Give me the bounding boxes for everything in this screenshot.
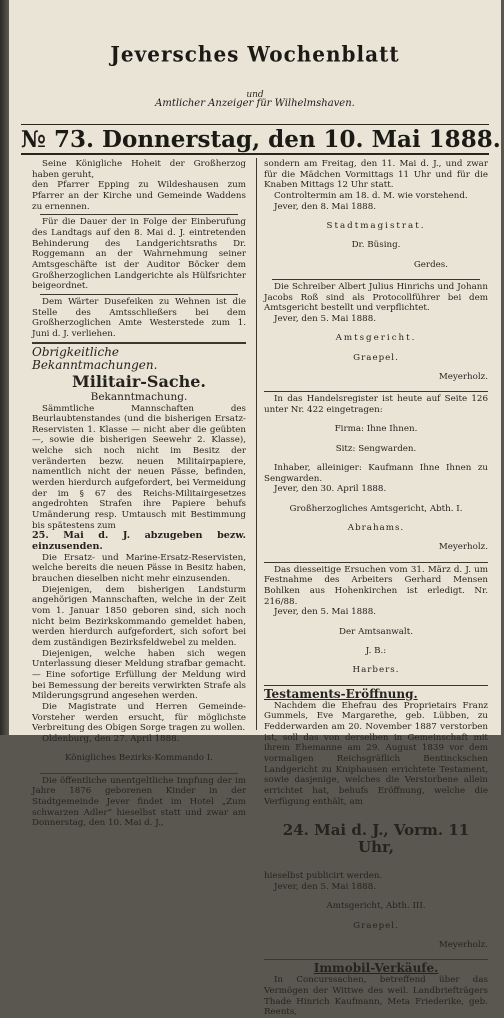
will-publication: hieselbst publicirt werden. [264, 871, 383, 882]
appointment-name: Graepel. [353, 352, 399, 363]
military-place-date: Oldenburg, den 27. April 1888. [42, 733, 180, 744]
separator [264, 562, 488, 563]
will-notice: Nachdem die Ehefrau des Proprietairs Franz Gummels, Eve Margarethe, geb. Lübben, zu Fedderwarden am 20. November 1887 verstorben ist, soll das von derselben in Gemeinschaft mit ihrem Ehemanne am 29. August 1839 vor dem vormaligen Reichsgräflich Bentinckschen Landgericht zu Kniphausen errichtete Testament, sowie dasjenige, welches die Verstorbene allein errichtet hat, behufs Eröffnung, welche die Verfügung enthält, am [264, 700, 488, 807]
military-paragraph-3: Diejenigen, dem bisherigen Landsturm angehörigen Mannschaften, welche in der Zeit vom 1. Januar 1850 geboren sind, sich noch nicht beim Bezirkskommando gemeldet haben, werden hierdurch aufgefordert, sich sofort bei dem zuständigen Bezirksfeldwebel zu melden. [32, 584, 246, 648]
issue-date: den 10. Mai 1888. [268, 126, 501, 153]
rule-top [21, 124, 489, 125]
appointment-place: Jever, den 5. Mai 1888. [274, 313, 376, 324]
vaccination-place: Jever, den 8. Mai 1888. [274, 201, 376, 212]
masthead-title: Jeversches Wochenblatt [110, 41, 400, 67]
issue-line [21, 126, 501, 153]
royal-notice-line2: den Pfarrer Epping zu Wildeshausen zum Pfarrer an der Kirche und Gemeinde Waddens zu ernennen. [32, 180, 246, 212]
separator [264, 391, 488, 392]
register-firm: Firma: Ihne Ihnen. [334, 424, 418, 435]
deputy-notice: Für die Dauer der in Folge der Einberufung des Landtags auf den 8. Mai d. J. eintretenden Behinderung des Landgerichtsraths Dr. Roggemann an der Wahrnehmung seiner Amtsgeschäfte ist der Auditor Böcker dem Großherzoglichen Landgerichte als Hülfsrichter beigeordnet. [32, 217, 246, 292]
will-office: Amtsgericht, Abth. III. [326, 901, 426, 912]
arrest-office: Der Amtsanwalt. [339, 626, 413, 637]
military-paragraph-2: Die Ersatz- und Marine-Ersatz-Reservisten, welche bereits die neuen Pässe in Besitz haben, brauchen dieselben nicht mehr einzusenden. [32, 552, 246, 584]
will-name: Graepel. [353, 920, 399, 931]
newspaper-sheet [9, 0, 501, 1018]
appointment-sign: Meyerholz. [438, 372, 488, 382]
separator [272, 279, 480, 280]
left-column [32, 159, 246, 829]
separator [32, 342, 246, 344]
arrest-place: Jever, den 5. Mai 1888. [274, 607, 376, 618]
warden-notice: Dem Wärter Dusefeiken zu Wehnen ist die Stelle des Amtsschließers bei dem Großherzoglichen Amte Westerstede zum 1. Juni d. J. verliehen. [32, 296, 246, 339]
register-seat: Sitz: Sengwarden. [335, 443, 417, 454]
royal-notice-line1: Seine Königliche Hoheit der Großherzog haben geruht, [32, 159, 246, 180]
right-column [264, 159, 488, 1018]
military-command: Königliches Bezirks-Kommando I. [65, 753, 213, 764]
military-paragraph-5: Die Magistrate und Herren Gemeinde-Vorsteher werden ersucht, für möglichste Verbreitung des Obigen Sorge tragen zu wollen. [32, 701, 246, 734]
appointment-notice: Die Schreiber Albert Julius Hinrichs und Johann Jacobs Roß sind als Protocollführer bei dem Amtsgericht bestellt und verpflichtet. [264, 282, 488, 314]
masthead-subtitle: Amtlicher Anzeiger für Wilhelmshaven. [155, 98, 355, 109]
vaccination-notice: Die öffentliche unentgeltliche Impfung der im Jahre 1876 geborenen Kinder in der Stadtgemeinde Jever findet im Hotel „Zum schwarzen Adler“ hieselbst statt und zwar am Donnerstag, den 10. Mai d. J., [32, 775, 246, 829]
register-place: Jever, den 30. April 1888. [274, 484, 387, 495]
military-heading: Militair-Sache. [72, 371, 206, 391]
appointment-office: Amtsgericht. [335, 333, 417, 344]
register-intro: In das Handelsregister ist heute auf Seite 126 unter Nr. 422 eingetragen: [264, 394, 488, 415]
column-divider [256, 158, 257, 730]
arrest-name: Harbers. [352, 665, 400, 676]
issue-day: Donnerstag, [102, 126, 261, 153]
vaccination-sign: Gerdes. [413, 259, 448, 270]
register-sign: Meyerholz. [438, 542, 488, 553]
rule-issue-bottom [21, 153, 489, 155]
separator [40, 294, 238, 295]
announcement-heading: Bekanntmachung. [90, 390, 188, 403]
separator [264, 959, 488, 960]
will-heading: Testaments-Eröffnung. [264, 686, 418, 701]
register-name: Abrahams. [347, 523, 405, 534]
estate-heading: Immobil-Verkäufe. [313, 961, 439, 976]
arrest-initials: J. B.: [365, 646, 387, 657]
register-office: Großherzogliches Amtsgericht, Abth. I. [289, 503, 463, 514]
separator [40, 773, 238, 774]
separator [264, 685, 488, 686]
binding-spine [0, 0, 9, 735]
military-deadline: 25. Mai d. J. abzugeben bezw. einzusenden. [32, 530, 246, 553]
vaccination-continued: sondern am Freitag, den 11. Mai d. J., und zwar für die Mädchen Vormittags 11 Uhr und für die Knaben Mittags 12 Uhr statt. [264, 159, 488, 191]
vaccination-office: Stadtmagistrat. [326, 220, 426, 231]
will-sign: Meyerholz. [438, 939, 488, 950]
separator [40, 214, 238, 215]
issue-number: № 73. [21, 126, 95, 153]
masthead-und: und [246, 90, 264, 100]
will-date: 24. Mai d. J., Vorm. 11 Uhr, [282, 821, 470, 857]
will-place: Jever, den 5. Mai 1888. [274, 881, 376, 892]
military-paragraph-1: Sämmtliche Mannschaften des Beurlaubtenstandes (und die bisherigen Ersatz-Reservisten 1. Klasse — nicht aber die geübten —, sowie die bisherigen Seewehr 2. Klasse), welche sich noch nicht im Besitz der veränderten bezw. neuen Militairpapiere, namentlich nicht der neuen Pässe, befinden, werden hierdurch aufgefordert, bei Vermeidung der im § 67 des Reichs-Militairgesetzes angedrohten Strafen ihre Papiere behufs Umänderung resp. Umtausch mit Bestimmung bis spätestens zum [32, 403, 246, 531]
official-heading: Obrigkeitliche Bekanntmachungen. [32, 344, 158, 372]
estate-notice: In Concurssachen, betreffend über das Vermögen der Wittwe des weil. Landbriefträgers Thade Hinrich Kaufmann, Meta Friederike, geb. Reents, [264, 975, 488, 1018]
vaccination-signatory: Dr. Büsing. [351, 240, 401, 251]
control-date: Controltermin am 18. d. M. wie vorstehend. [274, 190, 468, 201]
register-owner: Inhaber, alleiniger: Kaufmann Ihne Ihnen zu Sengwarden. [264, 463, 488, 484]
arrest-notice: Das diesseitige Ersuchen vom 31. März d. J. um Festnahme des Arbeiters Gerhard Mensen Bohlken aus Hohenkirchen ist erledigt. Nr. 216/88. [264, 564, 488, 607]
military-paragraph-4: Diejenigen, welche haben sich wegen Unterlassung dieser Meldung strafbar gemacht. — Eine sofortige Erfüllung der Meldung wird bei Bemessung der bereits verwirkten Strafe als Milderungsgrund angesehen werden. [32, 648, 246, 702]
